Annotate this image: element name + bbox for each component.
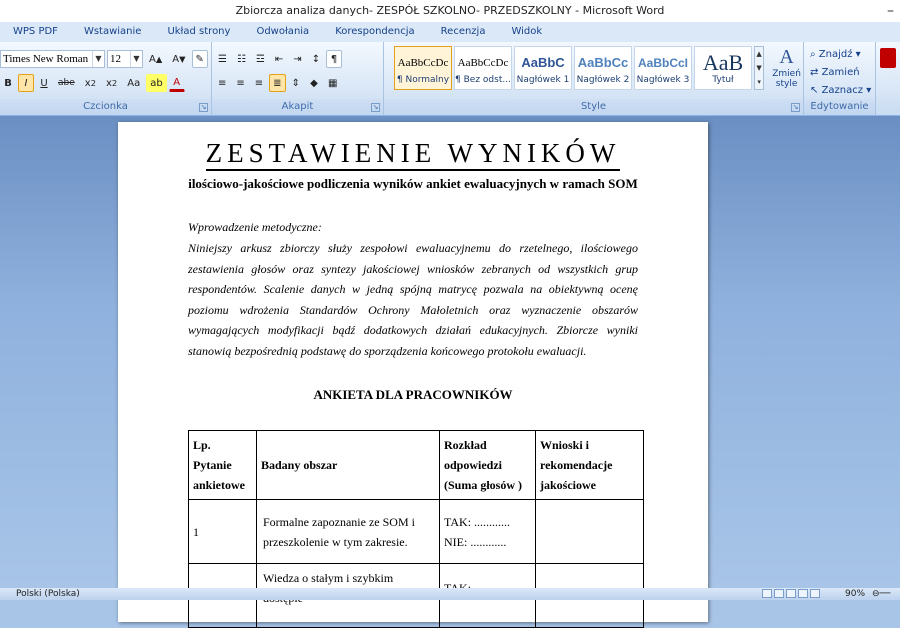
subscript-button[interactable]: x 2 — [84, 77, 96, 89]
header-question-no: Lp. Pytanie ankietowe — [189, 431, 257, 500]
section-title: ANKIETA DLA PRACOWNIKÓW — [313, 387, 513, 402]
tab-references[interactable]: Odwołania — [256, 26, 310, 37]
align-right-button[interactable]: ≡ — [254, 77, 264, 89]
table-header-row — [189, 431, 644, 500]
header-area: Badany obszar — [257, 431, 440, 500]
style-name: ¶ Normalny — [396, 75, 450, 85]
style-preview: AaBbCcDc — [397, 57, 449, 69]
view-buttons — [762, 589, 820, 598]
borders-button[interactable]: ▦ — [327, 77, 338, 89]
ribbon — [0, 42, 900, 116]
style-name: Nagłówek 1 — [516, 75, 570, 85]
style-name: ¶ Bez odst... — [455, 75, 511, 85]
binoculars-icon: ⌕ — [810, 49, 816, 60]
table-row — [189, 500, 644, 564]
row-area: Formalne zapoznanie ze SOM i przeszkolenie w tym zakresie. — [257, 500, 440, 564]
tab-mailings[interactable]: Korespondencja — [335, 26, 415, 37]
document-page[interactable] — [118, 122, 708, 622]
style-preview: AaBbCcI — [637, 56, 688, 70]
align-center-button[interactable]: ≡ — [236, 77, 245, 89]
language-indicator[interactable]: Polski (Polska) — [16, 589, 80, 599]
change-styles-label: Zmień style — [772, 69, 801, 89]
web-layout-icon[interactable] — [786, 589, 796, 598]
answer-yes: TAK: ............ — [444, 514, 511, 529]
style-heading-3[interactable] — [634, 46, 692, 90]
increase-indent-button[interactable]: ⇥ — [293, 53, 302, 65]
outline-icon[interactable] — [798, 589, 808, 598]
style-preview: AaB — [702, 50, 744, 75]
font-size-value: 12 — [110, 53, 121, 65]
style-title[interactable] — [694, 46, 752, 90]
style-name: Nagłówek 2 — [576, 75, 630, 85]
font-size-combo[interactable] — [107, 50, 143, 68]
editing-group — [804, 42, 876, 115]
highlight-button[interactable]: ab — [146, 74, 166, 92]
font-name-combo[interactable] — [0, 50, 105, 68]
minimize-icon[interactable]: – — [887, 3, 894, 19]
find-button[interactable]: ⌕ Znajdź ▾ — [810, 49, 861, 60]
align-left-button[interactable]: ≡ — [218, 77, 227, 89]
dialog-launcher-icon[interactable]: ↘ — [372, 103, 379, 111]
styles-group — [384, 42, 804, 115]
row-area: Wiedza o stałym i szybkim — [257, 564, 440, 628]
decrease-indent-button[interactable]: ⇤ — [274, 53, 284, 65]
style-preview: AaBbCcDc — [457, 57, 509, 69]
strikethrough-button[interactable]: abe — [58, 78, 75, 88]
change-case-button[interactable]: Aa — [127, 77, 141, 89]
underline-button[interactable]: U — [40, 77, 48, 89]
shrink-font-button[interactable]: A ▼ — [172, 53, 186, 65]
style-heading-2[interactable] — [574, 46, 632, 90]
dialog-launcher-icon[interactable]: ↘ — [200, 103, 207, 111]
tab-wps-pdf[interactable]: WPS PDF — [13, 26, 58, 37]
select-button[interactable]: ↖ Zaznacz ▾ — [810, 85, 872, 96]
paragraph-group-label: Akapit — [212, 99, 383, 115]
row-notes — [536, 500, 644, 564]
find-label: Znajdź — [818, 49, 853, 60]
intro-heading: Wprowadzenie metodyczne: — [188, 220, 322, 234]
title-bar — [0, 0, 900, 22]
full-screen-icon[interactable] — [774, 589, 784, 598]
clear-formatting-button[interactable]: ✎ — [192, 50, 208, 68]
shading-button[interactable]: ◆ — [310, 77, 318, 89]
document-subtitle: ilościowo-jakościowe podliczenia wyników ankiet ewaluacyjnych w ramach SOM — [188, 176, 638, 191]
window-title: Zbiorcza analiza danych- ZESPÓŁ SZKOLNO- PRZEDSZKOLNY - Microsoft Word — [235, 4, 665, 17]
tab-view[interactable]: Widok — [511, 26, 543, 37]
editing-group-label: Edytowanie — [804, 99, 875, 115]
bullets-button[interactable]: ☰ — [218, 53, 227, 65]
styles-group-label: Style — [384, 99, 803, 115]
line-spacing-button[interactable]: ⇕ — [291, 77, 300, 89]
document-title-text: ZESTAWIENIE WYNIKÓW — [206, 138, 621, 171]
style-name: Nagłówek 3 — [636, 75, 690, 85]
print-layout-icon[interactable] — [762, 589, 772, 598]
answer-no: NIE: ............ — [444, 534, 507, 549]
chevron-down-icon[interactable]: ▼ — [130, 51, 142, 67]
italic-button[interactable]: I — [18, 74, 34, 92]
header-answers: Rozkład odpowiedzi (Suma głosów ) — [440, 431, 536, 500]
create-pdf-group — [876, 42, 900, 115]
row-number: 1 — [189, 500, 257, 564]
style-heading-1[interactable] — [514, 46, 572, 90]
select-label: Zaznacz — [821, 85, 864, 96]
replace-label: Zamień — [821, 67, 860, 78]
status-bar — [0, 588, 900, 600]
replace-icon: ⇄ — [810, 67, 819, 78]
font-name-value: Times New Roman — [3, 53, 89, 65]
replace-button[interactable] — [810, 64, 875, 82]
justify-button[interactable]: ≣ — [269, 74, 285, 92]
tab-insert[interactable]: Wstawianie — [83, 26, 142, 37]
zoom-slider[interactable]: ⊖── — [872, 589, 891, 599]
styles-scroll[interactable]: ▲ ▼ ▾ — [754, 46, 764, 90]
style-preview: AaBbCc — [577, 55, 629, 70]
ribbon-tabs — [0, 22, 900, 42]
style-no-spacing[interactable] — [454, 46, 512, 90]
row-answers — [440, 500, 536, 564]
document-workspace — [0, 116, 900, 588]
intro-paragraph: Niniejszy arkusz zbiorczy służy zespołowi ewaluacyjnemu do rzetelnego, ilościowego zestawienia głosów oraz syntezy jakościowej wniosków zebranych od wszystkich grup respondentów. Scalenie danych w jedną spójną matrycę pozwala na obiektywną ocenę poziomu wdrożenia Standardów Ochrony Małoletnich oraz wyznaczenie obszarów wymagających modyfikacji bądź dodatkowych działań edukacyjnych. Zbiorcze wyniki stanowią bezpośrednią podstawę do sporządzenia końcowego protokołu ewaluacji. — [188, 241, 638, 358]
font-group-label: Czcionka — [0, 99, 211, 115]
tab-review[interactable]: Recenzja — [440, 26, 486, 37]
cursor-icon: ↖ — [810, 85, 819, 96]
bold-button[interactable]: B — [4, 77, 12, 89]
show-formatting-button[interactable]: ¶ — [326, 50, 342, 68]
multilevel-list-button[interactable]: ☲ — [255, 53, 265, 65]
zoom-level[interactable]: 90% — [845, 589, 866, 599]
style-normal[interactable] — [394, 46, 452, 90]
header-conclusions: Wnioski i rekomendacje jakościowe — [536, 431, 644, 500]
grow-font-button[interactable]: A ▲ — [149, 53, 163, 65]
tab-page-layout[interactable]: Układ strony — [167, 26, 231, 37]
style-preview: AaBbC — [521, 55, 565, 70]
font-group — [0, 42, 212, 115]
document-title — [118, 138, 708, 169]
pdf-icon[interactable] — [880, 48, 896, 68]
font-color-button[interactable]: A — [169, 74, 185, 92]
draft-icon[interactable] — [810, 589, 820, 598]
dialog-launcher-icon[interactable]: ↘ — [792, 103, 799, 111]
paragraph-group — [212, 42, 384, 115]
sort-button[interactable]: ↕ — [311, 53, 321, 65]
chevron-down-icon[interactable]: ▼ — [92, 51, 104, 67]
numbering-button[interactable]: ☷ — [236, 53, 246, 65]
style-name: Tytuł — [712, 75, 734, 85]
superscript-button[interactable]: x 2 — [106, 77, 118, 89]
change-styles-icon: A — [779, 46, 794, 68]
